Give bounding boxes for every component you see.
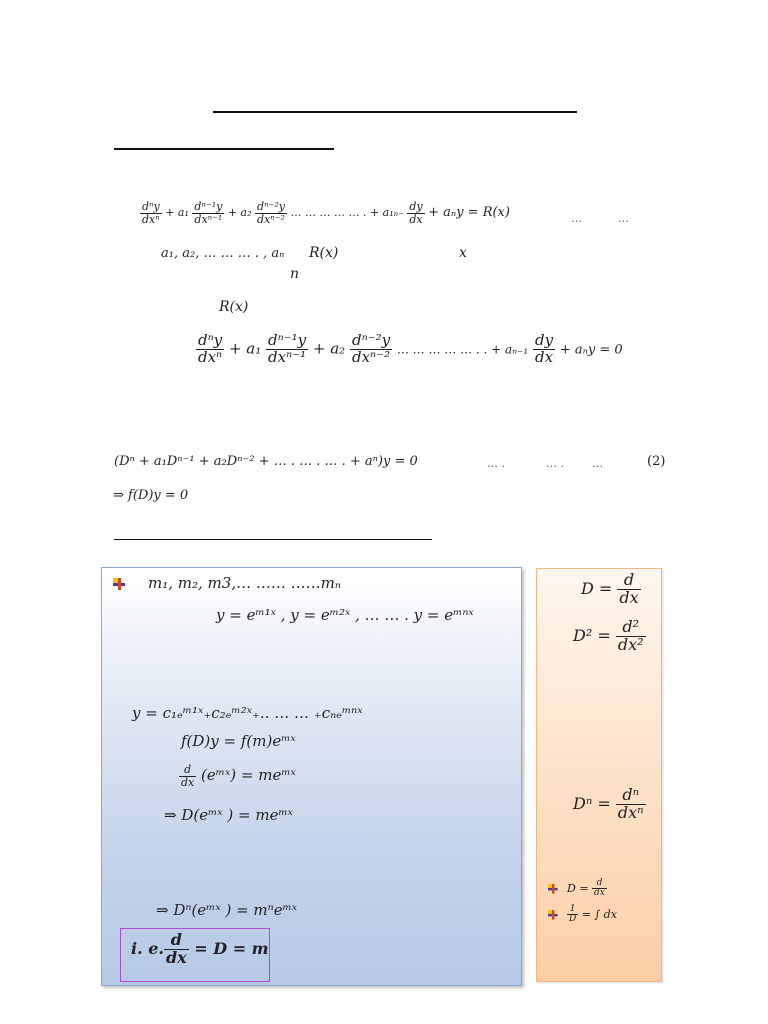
eq1-term2: $\frac{\text{dⁿ⁻¹y}}{\text{dxⁿ⁻¹}}$ xyxy=(194,200,223,226)
inverse-operator: $\frac{1}{D}$ = ∫ dx xyxy=(569,904,617,925)
eq3-dots-2: … . xyxy=(546,457,564,470)
eq1-term3: $\frac{\text{dⁿ⁻²y}}{\text{dxⁿ⁻²}}$ xyxy=(257,200,285,226)
coefficients-line: a₁, a₂, … … … . , aₙ xyxy=(161,246,285,261)
equation-homogeneous: $\frac{\text{dⁿy}}{\text{dxⁿ}}$ + a₁ $\frac{\text{dⁿ⁻¹y}}{\text{dxⁿ⁻¹}}$ + a₂ $\frac{\text{dⁿ⁻²y}}{\text{dxⁿ⁻²}}$ … … … … … . . + aₙ₋₁ $\frac{dy}{dx}$ + aₙy = 0 xyxy=(198,331,623,366)
auxiliary-roots-box xyxy=(101,567,522,986)
dn-implication: ⇒ Dⁿ(eᵐˣ ) = mⁿeᵐˣ xyxy=(156,901,298,919)
rx-term-2: R(x) xyxy=(219,299,249,315)
operator-definitions-box xyxy=(536,568,662,982)
eq1-term1: $\frac{\text{dⁿy}}{\text{dxⁿ}}$ xyxy=(142,200,160,226)
derivative-relation: $\frac{d}{dx}$ (eᵐˣ) = meᵐˣ xyxy=(181,763,296,789)
general-solution: y = c₁ₑᵐ¹ˣ₊c₂ₑᵐ²ˣ₊.. … … ₊cₙₑᵐⁿˣ xyxy=(132,704,363,722)
d2-definition: D² = $\frac{\text{d²}}{\text{dx²}}$ xyxy=(573,617,644,654)
heading-underline xyxy=(114,148,334,150)
x-variable: x xyxy=(459,245,467,261)
section-underline xyxy=(114,539,432,540)
fd-equation: ⇒ f(D)y = 0 xyxy=(113,488,189,503)
rx-term-1: R(x) xyxy=(309,245,339,261)
bullet-cross-icon xyxy=(548,884,558,894)
exponential-solutions: y = eᵐ¹ˣ , y = eᵐ²ˣ , … … . y = eᵐⁿˣ xyxy=(216,606,474,624)
operator-equation: (Dⁿ + a₁Dⁿ⁻¹ + a₂Dⁿ⁻² + … . … . … . + aⁿ)y = 0 xyxy=(114,454,418,469)
eq1-dots-2: … xyxy=(618,212,629,225)
n-variable: n xyxy=(290,266,300,282)
dn-definition: Dⁿ = $\frac{\text{dⁿ}}{\text{dxⁿ}}$ xyxy=(573,785,644,822)
d-implication: ⇒ D(eᵐˣ ) = meᵐˣ xyxy=(164,806,293,824)
eq1-dots-1: … xyxy=(571,212,582,225)
ie-statement: i. e. $\frac{d}{dx}$ = D = m xyxy=(131,930,269,967)
eq1-term4: $\frac{dy}{dx}$ xyxy=(409,200,423,226)
equation-number: (2) xyxy=(647,454,666,469)
d-definition: D = $\frac{d}{dx}$ xyxy=(581,570,639,607)
equation-1: $\frac{\text{dⁿy}}{\text{dxⁿ}}$ + a₁ $\frac{\text{dⁿ⁻¹y}}{\text{dxⁿ⁻¹}}$ + a₂ $\frac{\text{dⁿ⁻²y}}{\text{dxⁿ⁻²}}$ … … … … … . + a₁ₙ₋ $\frac{dy}{dx}$ + aₙy = R(x) xyxy=(142,200,510,226)
fd-fm-relation: f(D)y = f(m)eᵐˣ xyxy=(181,732,296,750)
eq3-dots-1: … . xyxy=(487,457,505,470)
eq3-dots-3: … xyxy=(592,457,603,470)
bullet-cross-icon xyxy=(113,578,125,590)
roots-list: m₁, m₂, m3,… …… ……mₙ xyxy=(148,574,341,592)
ie-highlight-box xyxy=(120,928,270,982)
d-summary: D = $\frac{d}{dx}$ xyxy=(567,878,605,899)
title-underline xyxy=(213,111,577,113)
bullet-cross-icon xyxy=(548,910,558,920)
